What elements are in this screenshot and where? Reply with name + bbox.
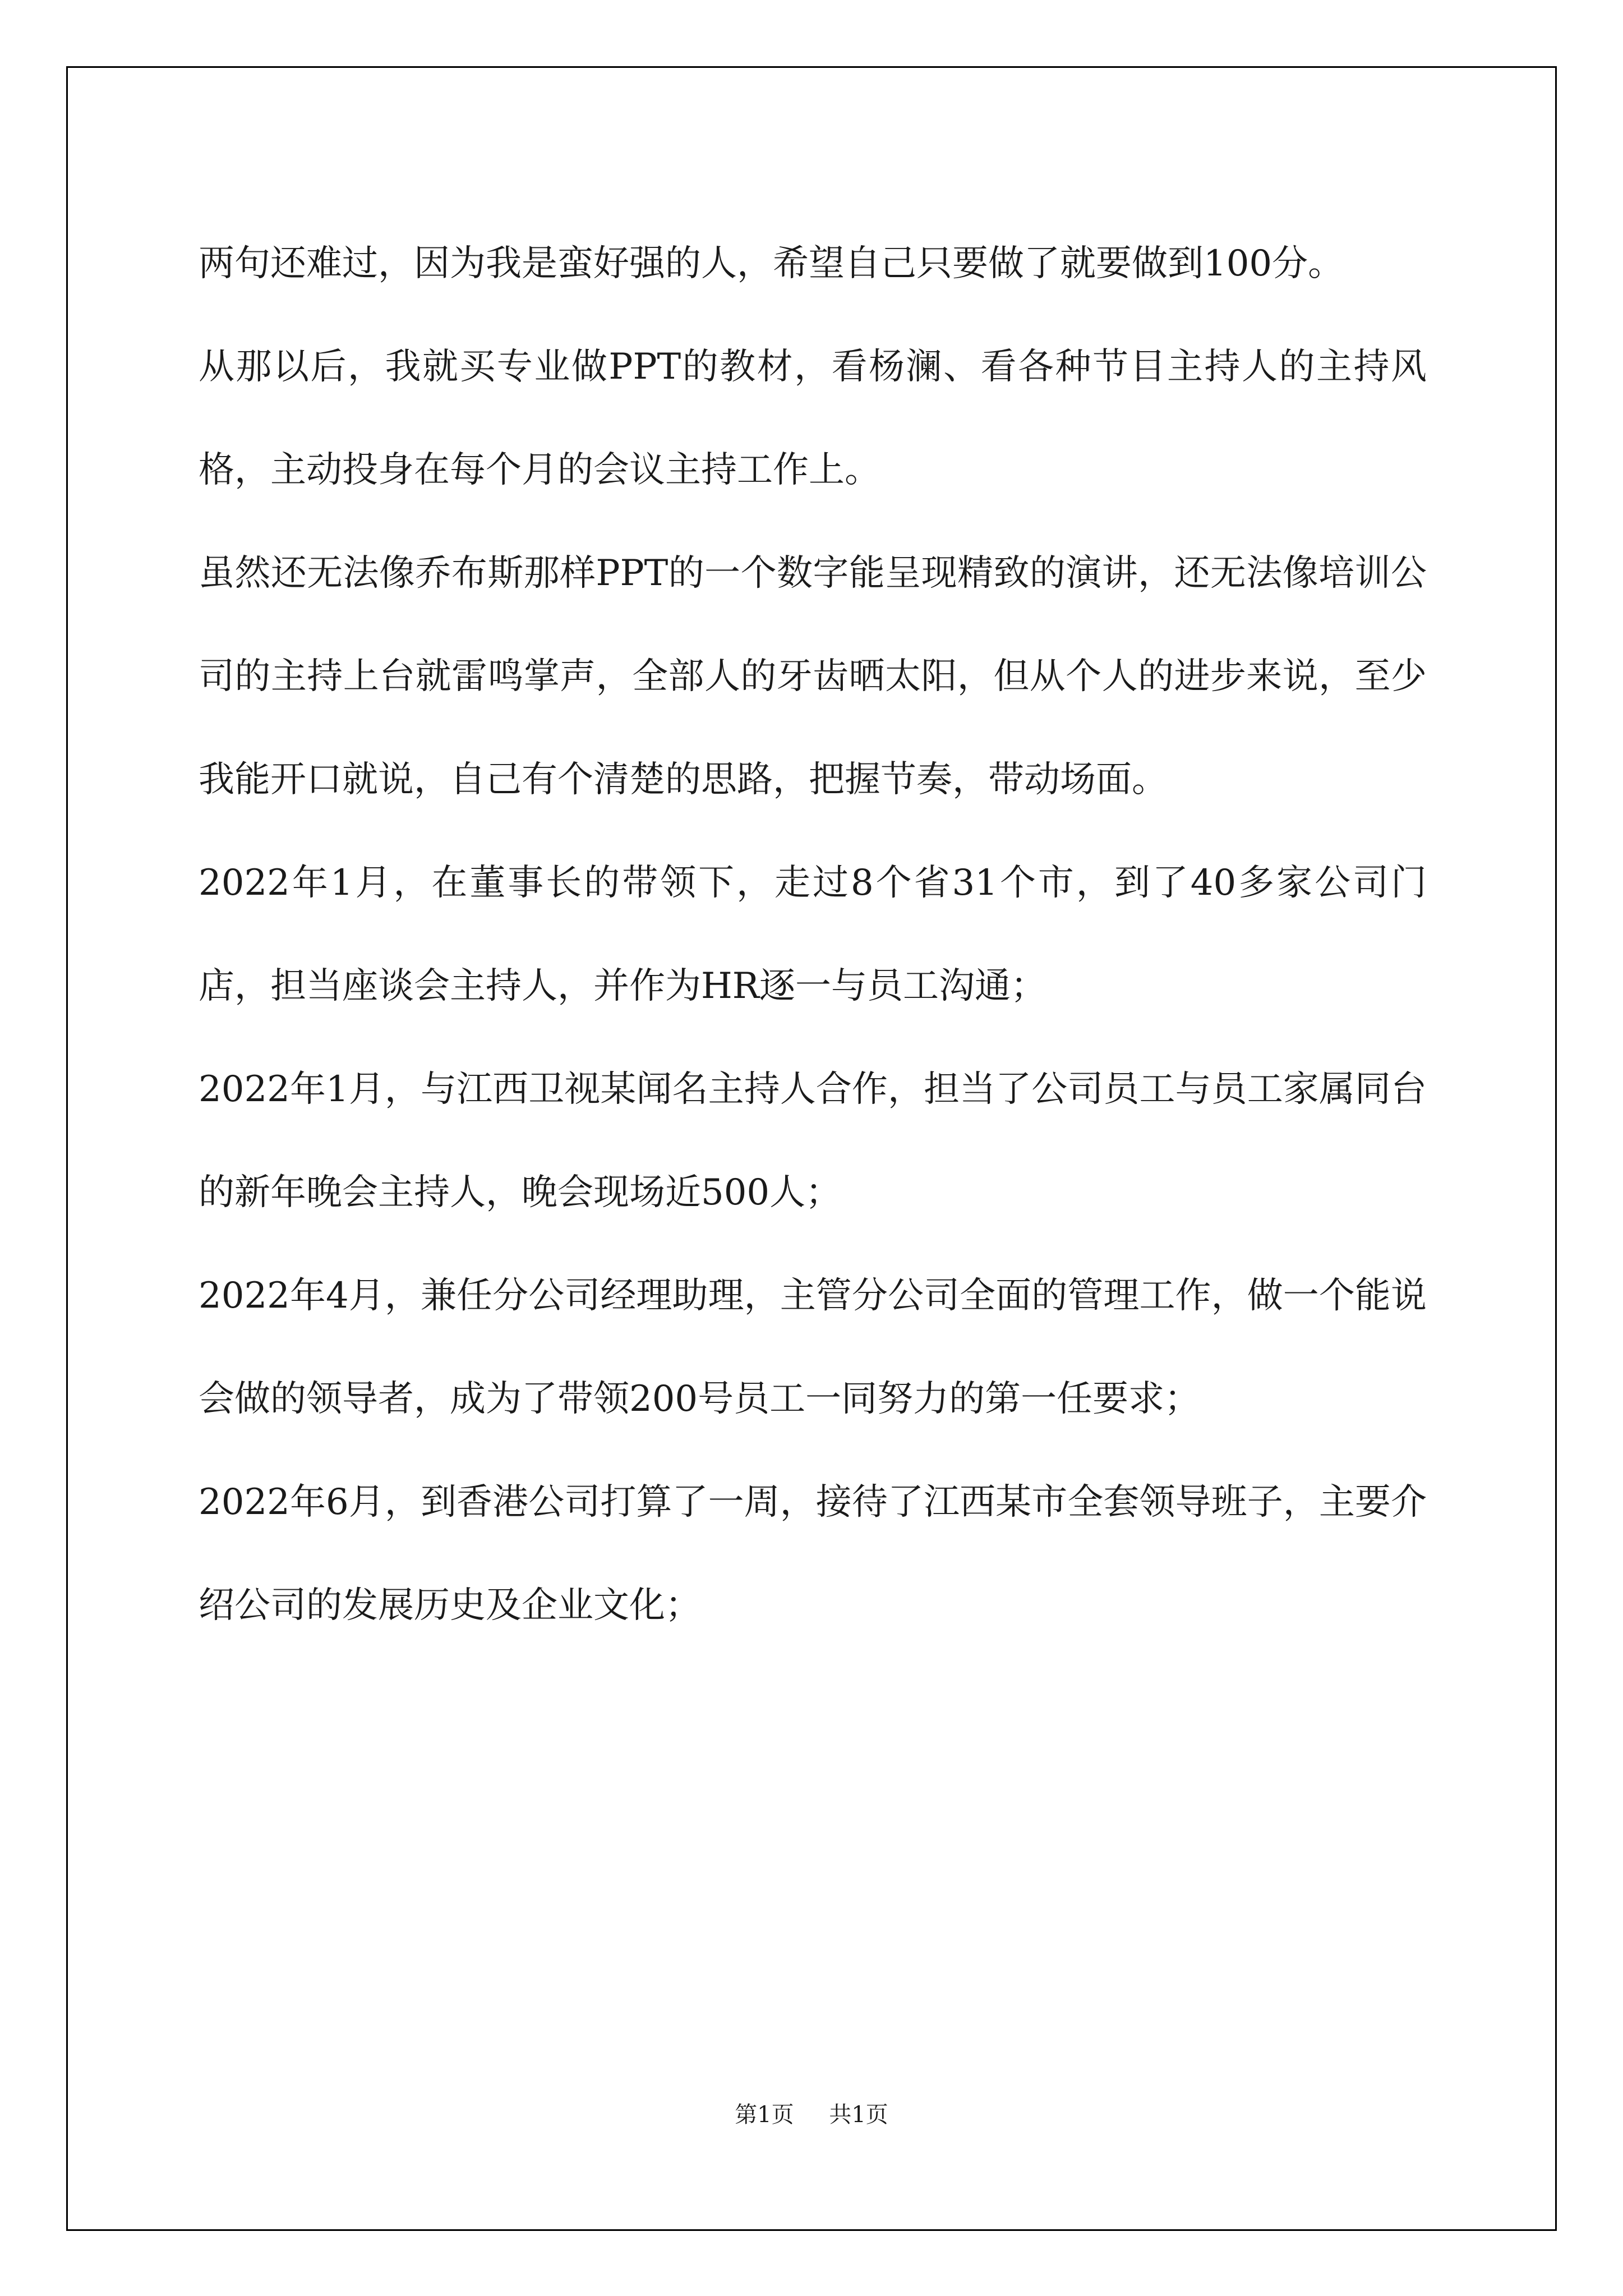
page-number: 第1页 (735, 2102, 794, 2128)
paragraph: 2022年1月，在董事长的带领下，走过8个省31个市，到了40多家公司门店，担当座谈会主持人，并作为HR逐一与员工沟通； (199, 862, 1427, 1007)
paragraph: 两句还难过，因为我是蛮好强的人，希望自己只要做了就要做到100分。 (199, 243, 1344, 284)
page-total: 共1页 (829, 2102, 888, 2128)
page-footer (0, 2098, 1623, 2132)
paragraph: 虽然还无法像乔布斯那样PPT的一个数字能呈现精致的演讲，还无法像培训公司的主持上台就雷鸣掌声，全部人的牙齿晒太阳，但从个人的进步来说，至少我能开口就说，自己有个清楚的思路，把握节奏，带动场面。 (199, 553, 1427, 800)
document-body (199, 212, 1427, 1657)
paragraph: 2022年4月，兼任分公司经理助理，主管分公司全面的管理工作，做一个能说会做的领导者，成为了带领200号员工一同努力的第一任要求； (199, 1275, 1427, 1420)
paragraph: 2022年6月，到香港公司打算了一周，接待了江西某市全套领导班子，主要介绍公司的发展历史及企业文化； (199, 1481, 1427, 1626)
paragraph: 2022年1月，与江西卫视某闻名主持人合作，担当了公司员工与员工家属同台的新年晚会主持人，晚会现场近500人； (199, 1069, 1427, 1213)
paragraph: 从那以后，我就买专业做PPT的教材，看杨澜、看各种节目主持人的主持风格，主动投身在每个月的会议主持工作上。 (199, 346, 1427, 491)
